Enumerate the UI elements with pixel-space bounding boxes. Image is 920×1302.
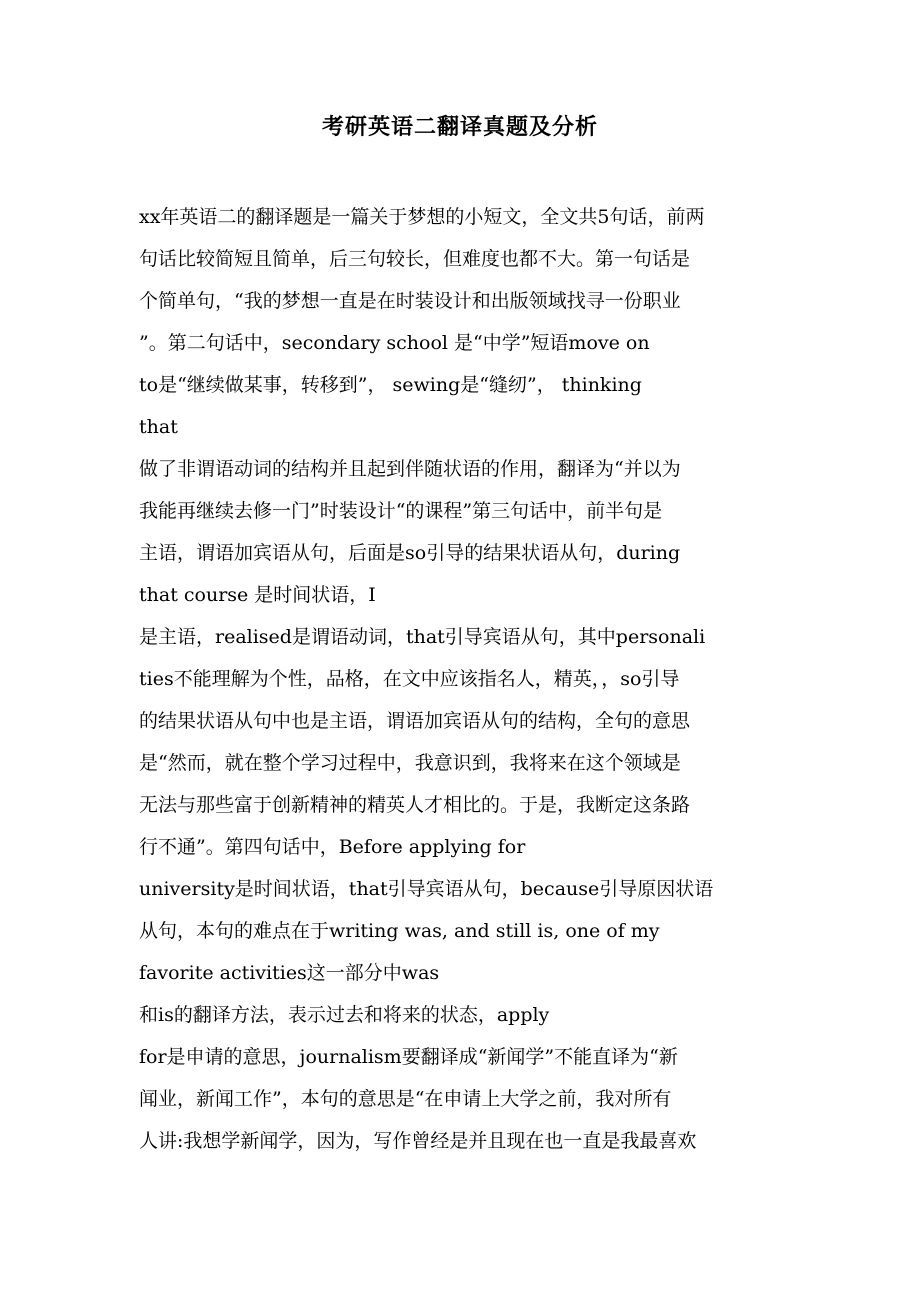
body-line: 和is的翻译方法，表示过去和将来的状态，apply [139, 1004, 550, 1026]
document-title: 考研英语二翻译真题及分析 [321, 115, 598, 140]
body-line: 句话比较简短且简单，后三句较长，但难度也都不大。第一句话是 [139, 248, 691, 270]
body-line: that course 是时间状语，I [139, 584, 376, 606]
body-line: 是“然而，就在整个学习过程中，我意识到，我将来在这个领域是 [139, 752, 681, 774]
body-line: ”。第二句话中，secondary school 是“中学”短语move on [139, 332, 650, 354]
body-line: ties不能理解为个性，品格，在文中应该指名人，精英，，so引导 [139, 668, 680, 690]
body-line: 是主语，realised是谓语动词，that引导宾语从句，其中personali [139, 626, 706, 648]
body-line: 行不通”。第四句话中，Before applying for [139, 836, 526, 858]
body-line: xx年英语二的翻译题是一篇关于梦想的小短文，全文共5句话，前两 [139, 206, 705, 228]
body-line: 做了非谓语动词的结构并且起到伴随状语的作用，翻译为“并以为 [139, 458, 681, 480]
body-line: 个简单句，“我的梦想一直是在时装设计和出版领域找寻一份职业 [139, 290, 681, 312]
document-body [139, 196, 779, 1162]
body-line: that [139, 416, 178, 438]
body-line: 主语，谓语加宾语从句，后面是so引导的结果状语从句，during [139, 542, 681, 564]
body-line: 无法与那些富于创新精神的精英人才相比的。于是，我断定这条路 [139, 794, 691, 816]
body-line: university是时间状语，that引导宾语从句，because引导原因状语 [139, 878, 714, 900]
body-line: 我能再继续去修一门”时装设计“的课程”第三句话中，前半句是 [139, 500, 663, 522]
body-line: 的结果状语从句中也是主语，谓语加宾语从句的结构，全句的意思 [139, 710, 691, 732]
body-line: 从句，本句的难点在于writing was, and still is, one of my [139, 920, 660, 942]
body-line: favorite activities这一部分中was [139, 962, 440, 984]
body-line: 人讲:我想学新闻学，因为，写作曾经是并且现在也一直是我最喜欢 [139, 1130, 697, 1152]
body-line: 闻业，新闻工作”，本句的意思是“在申请上大学之前，我对所有 [139, 1088, 672, 1110]
body-line: to是“继续做某事，转移到”， sewing是“缝纫”， thinking [139, 374, 642, 396]
body-line: for是申请的意思，journalism要翻译成“新闻学”不能直译为“新 [139, 1046, 678, 1068]
